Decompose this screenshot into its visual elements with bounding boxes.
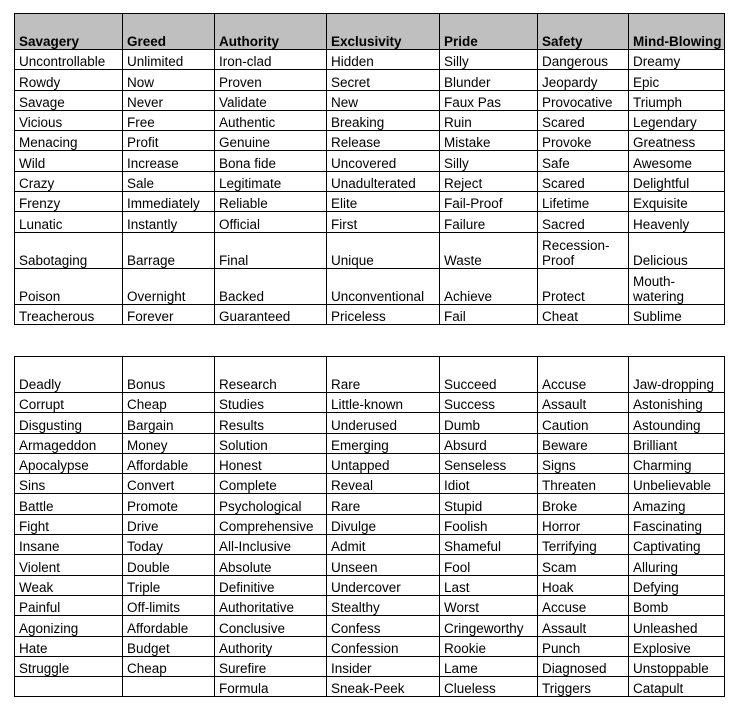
table-cell: Savage [15, 90, 123, 110]
table-cell: Vicious [15, 110, 123, 130]
table-cell: Disgusting [15, 413, 123, 433]
table-cell: Unleashed [629, 616, 725, 636]
table-cell: Waste [440, 232, 538, 268]
table-row [15, 304, 725, 324]
table-cell: Recession-Proof [538, 232, 629, 268]
table-cell: Emerging [327, 433, 440, 453]
table-cell: Scared [538, 171, 629, 191]
table-row [15, 494, 725, 514]
table-cell: Exquisite [629, 192, 725, 212]
table-cell: Beware [538, 433, 629, 453]
table-cell: Guaranteed [215, 304, 327, 324]
table-cell: Safe [538, 151, 629, 171]
table-cell: Insider [327, 656, 440, 676]
table-cell: Assault [538, 393, 629, 413]
table-row [15, 677, 725, 697]
table-cell: Epic [629, 70, 725, 90]
table-cell: Confess [327, 616, 440, 636]
table-cell: Unique [327, 232, 440, 268]
table-row [15, 535, 725, 555]
table-cell: Frenzy [15, 192, 123, 212]
table-cell: Success [440, 393, 538, 413]
table-cell: Bargain [123, 413, 215, 433]
table-row [15, 413, 725, 433]
table-cell: Drive [123, 514, 215, 534]
table-row [15, 70, 725, 90]
table-cell: Rowdy [15, 70, 123, 90]
table-cell: Backed [215, 268, 327, 304]
table-cell: Confession [327, 636, 440, 656]
table-row [15, 110, 725, 130]
table-cell: Unstoppable [629, 656, 725, 676]
table-cell: Bomb [629, 595, 725, 615]
table-cell: Jaw-dropping [629, 357, 725, 393]
table-cell: Accuse [538, 595, 629, 615]
header-row [15, 14, 725, 50]
table-cell: Delightful [629, 171, 725, 191]
table-cell: Profit [123, 131, 215, 151]
table-body [15, 50, 725, 325]
table-cell: Now [123, 70, 215, 90]
table-cell: Bonus [123, 357, 215, 393]
table-cell: Amazing [629, 494, 725, 514]
table-cell: Convert [123, 474, 215, 494]
table-cell: Achieve [440, 268, 538, 304]
table-cell: Authoritative [215, 595, 327, 615]
table-cell: Brilliant [629, 433, 725, 453]
table-cell: Today [123, 535, 215, 555]
table-cell: Triumph [629, 90, 725, 110]
table-cell: Captivating [629, 535, 725, 555]
table-cell: Sneak-Peek [327, 677, 440, 697]
table-cell: Apocalypse [15, 453, 123, 473]
table-cell: Greatness [629, 131, 725, 151]
table-cell: Terrifying [538, 535, 629, 555]
table-cell: Clueless [440, 677, 538, 697]
table-row [15, 453, 725, 473]
table-cell [123, 677, 215, 697]
table-cell: Defying [629, 575, 725, 595]
table-cell: Final [215, 232, 327, 268]
table-row [15, 575, 725, 595]
table-cell: Silly [440, 151, 538, 171]
table-cell: Mistake [440, 131, 538, 151]
table-cell: Violent [15, 555, 123, 575]
table-cell: Assault [538, 616, 629, 636]
table-cell: Sublime [629, 304, 725, 324]
table-cell: Forever [123, 304, 215, 324]
column-header: Safety [538, 14, 629, 50]
table-cell: Affordable [123, 616, 215, 636]
table-cell: Poison [15, 268, 123, 304]
table-row [15, 192, 725, 212]
table-cell: New [327, 90, 440, 110]
table-cell: Honest [215, 453, 327, 473]
power-words-table-bottom [14, 356, 725, 697]
table-cell: Untapped [327, 453, 440, 473]
table-cell: Surefire [215, 656, 327, 676]
table-cell: Money [123, 433, 215, 453]
table-cell: Jeopardy [538, 70, 629, 90]
table-row [15, 357, 725, 393]
table-cell: Sacred [538, 212, 629, 232]
table-cell: Struggle [15, 656, 123, 676]
table-cell: Instantly [123, 212, 215, 232]
table-cell: Stealthy [327, 595, 440, 615]
table-cell: Rare [327, 357, 440, 393]
table-cell: Fight [15, 514, 123, 534]
table-cell: Research [215, 357, 327, 393]
table-row [15, 212, 725, 232]
table-cell: Agonizing [15, 616, 123, 636]
table-cell: Scared [538, 110, 629, 130]
table-cell: Catapult [629, 677, 725, 697]
table-cell: Last [440, 575, 538, 595]
table-row [15, 636, 725, 656]
table-cell: Off-limits [123, 595, 215, 615]
table-cell: Alluring [629, 555, 725, 575]
table-cell: Formula [215, 677, 327, 697]
table-cell: Psychological [215, 494, 327, 514]
table-cell: Legitimate [215, 171, 327, 191]
table-row [15, 514, 725, 534]
table-cell: Barrage [123, 232, 215, 268]
table-cell: Sins [15, 474, 123, 494]
table-cell: Silly [440, 50, 538, 70]
table-cell: Sale [123, 171, 215, 191]
table-cell: Painful [15, 595, 123, 615]
table-cell: Idiot [440, 474, 538, 494]
table-cell: Legendary [629, 110, 725, 130]
table-cell: Rookie [440, 636, 538, 656]
table-cell: Priceless [327, 304, 440, 324]
table-cell: Lunatic [15, 212, 123, 232]
table-cell: Results [215, 413, 327, 433]
table-cell: Ruin [440, 110, 538, 130]
table-cell: Lame [440, 656, 538, 676]
table-cell: Cheat [538, 304, 629, 324]
table-cell: Reveal [327, 474, 440, 494]
table-cell: Hoak [538, 575, 629, 595]
table-cell: Stupid [440, 494, 538, 514]
table-body [15, 357, 725, 697]
table-cell: Studies [215, 393, 327, 413]
table-cell: Astonishing [629, 393, 725, 413]
table-cell: Succeed [440, 357, 538, 393]
table-cell: Cheap [123, 393, 215, 413]
table-cell: Diagnosed [538, 656, 629, 676]
table-cell: Proven [215, 70, 327, 90]
table-cell: Battle [15, 494, 123, 514]
table-cell: Heavenly [629, 212, 725, 232]
table-cell: Insane [15, 535, 123, 555]
table-cell: Solution [215, 433, 327, 453]
table-row [15, 50, 725, 70]
table-cell: Reject [440, 171, 538, 191]
table-cell: Undercover [327, 575, 440, 595]
table-cell: Cheap [123, 656, 215, 676]
table-cell: Breaking [327, 110, 440, 130]
table-cell: Broke [538, 494, 629, 514]
table-cell: Provocative [538, 90, 629, 110]
table-cell: Caution [538, 413, 629, 433]
table-cell: Absolute [215, 555, 327, 575]
table-row [15, 393, 725, 413]
table-row [15, 474, 725, 494]
table-cell: Definitive [215, 575, 327, 595]
table-cell: Awesome [629, 151, 725, 171]
table-cell: Punch [538, 636, 629, 656]
power-words-table-top [14, 13, 725, 325]
table-cell: Double [123, 555, 215, 575]
column-header: Exclusivity [327, 14, 440, 50]
table-cell: Increase [123, 151, 215, 171]
table-cell: Astounding [629, 413, 725, 433]
table-cell: All-Inclusive [215, 535, 327, 555]
table-cell: Protect [538, 268, 629, 304]
table-cell: Corrupt [15, 393, 123, 413]
table-cell: Foolish [440, 514, 538, 534]
table-cell: Absurd [440, 433, 538, 453]
table-row [15, 232, 725, 268]
table-cell: Mouth-watering [629, 268, 725, 304]
table-cell: Dangerous [538, 50, 629, 70]
table-cell: Provoke [538, 131, 629, 151]
table-cell: Hate [15, 636, 123, 656]
table-cell: Secret [327, 70, 440, 90]
column-header: Savagery [15, 14, 123, 50]
table-cell: Little-known [327, 393, 440, 413]
table-cell: Menacing [15, 131, 123, 151]
table-cell: Official [215, 212, 327, 232]
column-header: Mind-Blowing [629, 14, 725, 50]
table-cell: Unlimited [123, 50, 215, 70]
table-cell: Admit [327, 535, 440, 555]
table-cell: Validate [215, 90, 327, 110]
table-cell: Signs [538, 453, 629, 473]
table-cell: Accuse [538, 357, 629, 393]
table-cell: First [327, 212, 440, 232]
table-cell: Deadly [15, 357, 123, 393]
table-cell: Free [123, 110, 215, 130]
table-cell: Fascinating [629, 514, 725, 534]
table-cell: Iron-clad [215, 50, 327, 70]
table-cell: Faux Pas [440, 90, 538, 110]
table-cell: Blunder [440, 70, 538, 90]
table-cell: Cringeworthy [440, 616, 538, 636]
table-row [15, 171, 725, 191]
table-cell: Shameful [440, 535, 538, 555]
table-cell: Scam [538, 555, 629, 575]
table-cell: Charming [629, 453, 725, 473]
table-cell: Lifetime [538, 192, 629, 212]
table-cell: Authority [215, 636, 327, 656]
table-cell: Fail-Proof [440, 192, 538, 212]
table-cell: Underused [327, 413, 440, 433]
table-cell: Uncontrollable [15, 50, 123, 70]
table-cell: Affordable [123, 453, 215, 473]
table-cell: Explosive [629, 636, 725, 656]
table-cell: Elite [327, 192, 440, 212]
table-row [15, 616, 725, 636]
table-cell: Never [123, 90, 215, 110]
column-header: Pride [440, 14, 538, 50]
table-row [15, 131, 725, 151]
table-cell: Delicious [629, 232, 725, 268]
table-cell [15, 677, 123, 697]
table-cell: Immediately [123, 192, 215, 212]
column-header: Greed [123, 14, 215, 50]
table-row [15, 268, 725, 304]
table-cell: Conclusive [215, 616, 327, 636]
table-cell: Unseen [327, 555, 440, 575]
table-cell: Complete [215, 474, 327, 494]
table-cell: Overnight [123, 268, 215, 304]
table-cell: Worst [440, 595, 538, 615]
table-cell: Hidden [327, 50, 440, 70]
table-cell: Armageddon [15, 433, 123, 453]
table-cell: Wild [15, 151, 123, 171]
table-cell: Weak [15, 575, 123, 595]
table-cell: Divulge [327, 514, 440, 534]
table-cell: Rare [327, 494, 440, 514]
column-header: Authority [215, 14, 327, 50]
table-cell: Horror [538, 514, 629, 534]
table-cell: Triple [123, 575, 215, 595]
table-cell: Threaten [538, 474, 629, 494]
table-row [15, 151, 725, 171]
table-row [15, 555, 725, 575]
table-cell: Reliable [215, 192, 327, 212]
table-cell: Budget [123, 636, 215, 656]
table-cell: Triggers [538, 677, 629, 697]
table-cell: Dreamy [629, 50, 725, 70]
table-cell: Genuine [215, 131, 327, 151]
table-cell: Unbelievable [629, 474, 725, 494]
table-cell: Fool [440, 555, 538, 575]
table-cell: Authentic [215, 110, 327, 130]
table-cell: Sabotaging [15, 232, 123, 268]
table-cell: Fail [440, 304, 538, 324]
table-cell: Comprehensive [215, 514, 327, 534]
table-cell: Bona fide [215, 151, 327, 171]
table-cell: Unadulterated [327, 171, 440, 191]
table-row [15, 656, 725, 676]
table-cell: Release [327, 131, 440, 151]
table-cell: Uncovered [327, 151, 440, 171]
table-row [15, 90, 725, 110]
table-cell: Promote [123, 494, 215, 514]
table-cell: Dumb [440, 413, 538, 433]
table-cell: Failure [440, 212, 538, 232]
table-cell: Senseless [440, 453, 538, 473]
table-row [15, 595, 725, 615]
table-cell: Unconventional [327, 268, 440, 304]
table-cell: Treacherous [15, 304, 123, 324]
table-cell: Crazy [15, 171, 123, 191]
table-row [15, 433, 725, 453]
